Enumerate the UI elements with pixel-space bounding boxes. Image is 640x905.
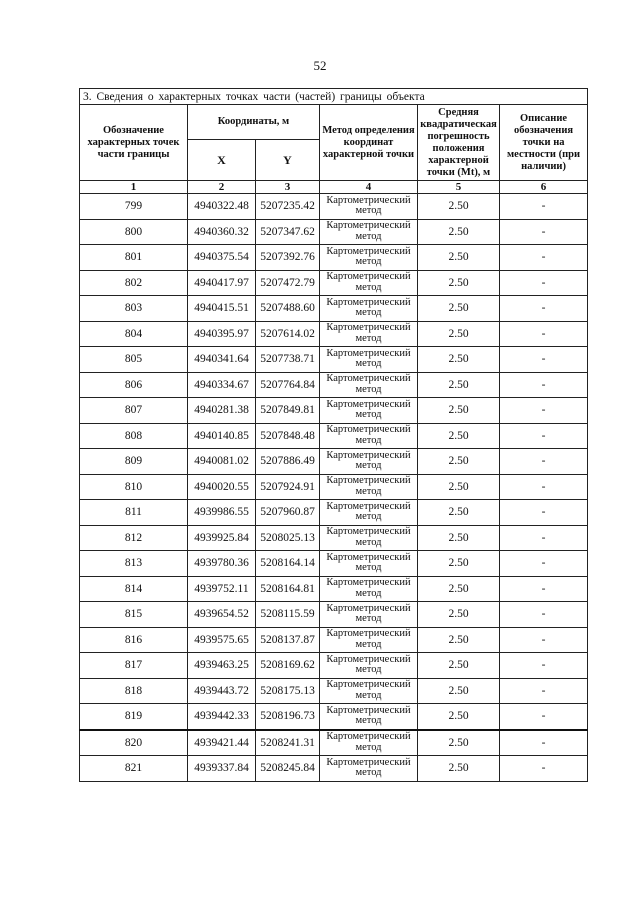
method-line-2: метод [355,613,382,625]
point-id-cell: 799 [80,194,188,220]
point-id-cell: 805 [80,347,188,373]
point-id-cell: 802 [80,270,188,296]
description-cell: - [500,270,588,296]
table-row [80,372,588,398]
x-coordinate-cell: 4940020.55 [188,474,256,500]
description-cell: - [500,704,588,730]
column-numbers-row [80,181,588,194]
table-row [80,525,588,551]
method-line-1: Картометрический [326,475,411,487]
x-coordinate-cell: 4940375.54 [188,245,256,271]
method-line-2: метод [355,307,382,319]
header-description: Описание обозначения точки на местности (при наличии) [500,105,588,181]
method-line-2: метод [355,689,382,701]
method-line-2: метод [355,256,382,268]
method-cell [320,347,418,373]
table-row [80,730,588,756]
method-cell [320,398,418,424]
description-cell: - [500,627,588,653]
y-coordinate-cell: 5208245.84 [256,756,320,782]
table-row [80,423,588,449]
method-line-1: Картометрический [326,628,411,640]
method-line-2: метод [355,562,382,574]
y-coordinate-cell: 5207960.87 [256,500,320,526]
description-cell: - [500,296,588,322]
point-id-cell: 817 [80,653,188,679]
method-cell [320,321,418,347]
y-coordinate-cell: 5208164.81 [256,576,320,602]
point-id-cell: 819 [80,704,188,730]
table-row [80,678,588,704]
table-row [80,653,588,679]
table-row [80,576,588,602]
point-id-cell: 800 [80,219,188,245]
method-line-2: метод [355,485,382,497]
y-coordinate-cell: 5208241.31 [256,730,320,756]
method-cell [320,270,418,296]
table-row [80,219,588,245]
point-id-cell: 806 [80,372,188,398]
method-cell [320,678,418,704]
y-coordinate-cell: 5207488.60 [256,296,320,322]
description-cell: - [500,500,588,526]
y-coordinate-cell: 5208137.87 [256,627,320,653]
column-number: 3 [256,181,320,194]
error-cell: 2.50 [418,245,500,271]
x-coordinate-cell: 4940081.02 [188,449,256,475]
x-coordinate-cell: 4939421.44 [188,730,256,756]
method-line-2: метод [355,715,382,727]
error-cell: 2.50 [418,653,500,679]
x-coordinate-cell: 4939442.33 [188,704,256,730]
method-line-1: Картометрический [326,704,411,716]
column-number: 5 [418,181,500,194]
error-cell: 2.50 [418,372,500,398]
method-cell [320,449,418,475]
table-row [80,347,588,373]
method-line-1: Картометрический [326,449,411,461]
y-coordinate-cell: 5207848.48 [256,423,320,449]
error-cell: 2.50 [418,551,500,577]
description-cell: - [500,347,588,373]
method-line-2: метод [355,638,382,650]
error-cell: 2.50 [418,756,500,782]
x-coordinate-cell: 4940341.64 [188,347,256,373]
method-line-1: Картометрический [326,296,411,308]
method-line-1: Картометрический [326,551,411,563]
header-coordinates: Координаты, м [188,105,320,140]
error-cell: 2.50 [418,194,500,220]
method-line-2: метод [355,383,382,395]
point-id-cell: 811 [80,500,188,526]
method-line-2: метод [355,205,382,217]
y-coordinate-cell: 5207347.62 [256,219,320,245]
header-point-designation: Обозначение характерных точек части границы [80,105,188,181]
method-cell [320,730,418,756]
method-cell [320,423,418,449]
table-row [80,270,588,296]
description-cell: - [500,194,588,220]
method-cell [320,500,418,526]
x-coordinate-cell: 4939463.25 [188,653,256,679]
method-cell [320,627,418,653]
method-line-2: метод [355,536,382,548]
point-id-cell: 820 [80,730,188,756]
method-cell [320,474,418,500]
method-line-2: метод [355,741,382,753]
description-cell: - [500,678,588,704]
method-cell [320,653,418,679]
table-row [80,474,588,500]
y-coordinate-cell: 5207849.81 [256,398,320,424]
y-coordinate-cell: 5207614.02 [256,321,320,347]
method-line-2: метод [355,332,382,344]
method-line-1: Картометрический [326,679,411,691]
description-cell: - [500,423,588,449]
y-coordinate-cell: 5207764.84 [256,372,320,398]
table-row [80,551,588,577]
point-id-cell: 816 [80,627,188,653]
method-line-2: метод [355,460,382,472]
method-line-2: метод [355,767,382,779]
header-y: Y [256,140,320,181]
header-x: X [188,140,256,181]
method-cell [320,296,418,322]
table-row [80,296,588,322]
table-row [80,627,588,653]
x-coordinate-cell: 4939925.84 [188,525,256,551]
error-cell: 2.50 [418,602,500,628]
description-cell: - [500,398,588,424]
header-error: Средняя квадратическая погрешность положения характерной точки (Mt), м [418,105,500,181]
error-cell: 2.50 [418,627,500,653]
error-cell: 2.50 [418,398,500,424]
x-coordinate-cell: 4940334.67 [188,372,256,398]
method-line-1: Картометрический [326,602,411,614]
method-line-2: метод [355,664,382,676]
x-coordinate-cell: 4939752.11 [188,576,256,602]
method-line-1: Картометрический [326,756,411,768]
description-cell: - [500,321,588,347]
method-line-1: Картометрический [326,271,411,283]
x-coordinate-cell: 4940140.85 [188,423,256,449]
error-cell: 2.50 [418,347,500,373]
method-line-1: Картометрический [326,194,411,206]
method-cell [320,576,418,602]
section-title: 3. Сведения о характерных точках части (частей) границы объекта [80,89,588,105]
error-cell: 2.50 [418,219,500,245]
error-cell: 2.50 [418,730,500,756]
point-id-cell: 804 [80,321,188,347]
point-id-cell: 815 [80,602,188,628]
error-cell: 2.50 [418,474,500,500]
method-line-2: метод [355,434,382,446]
y-coordinate-cell: 5208169.62 [256,653,320,679]
error-cell: 2.50 [418,576,500,602]
x-coordinate-cell: 4939654.52 [188,602,256,628]
error-cell: 2.50 [418,449,500,475]
point-id-cell: 812 [80,525,188,551]
table-row [80,245,588,271]
method-cell [320,194,418,220]
method-line-1: Картометрический [326,526,411,538]
description-cell: - [500,219,588,245]
description-cell: - [500,245,588,271]
y-coordinate-cell: 5207472.79 [256,270,320,296]
table-row [80,602,588,628]
y-coordinate-cell: 5207886.49 [256,449,320,475]
description-cell: - [500,551,588,577]
x-coordinate-cell: 4939575.65 [188,627,256,653]
point-id-cell: 821 [80,756,188,782]
x-coordinate-cell: 4940417.97 [188,270,256,296]
table-row [80,756,588,782]
point-id-cell: 814 [80,576,188,602]
error-cell: 2.50 [418,678,500,704]
method-line-2: метод [355,409,382,421]
column-number: 6 [500,181,588,194]
method-line-2: метод [355,511,382,523]
x-coordinate-cell: 4940281.38 [188,398,256,424]
description-cell: - [500,474,588,500]
point-id-cell: 810 [80,474,188,500]
description-cell: - [500,372,588,398]
method-line-1: Картометрический [326,398,411,410]
point-id-cell: 813 [80,551,188,577]
method-cell [320,551,418,577]
point-id-cell: 801 [80,245,188,271]
table-body [80,194,588,782]
table-row [80,194,588,220]
table-row [80,449,588,475]
method-line-1: Картометрический [326,653,411,665]
error-cell: 2.50 [418,270,500,296]
error-cell: 2.50 [418,321,500,347]
y-coordinate-cell: 5208025.13 [256,525,320,551]
x-coordinate-cell: 4940360.32 [188,219,256,245]
error-cell: 2.50 [418,525,500,551]
method-cell [320,219,418,245]
point-id-cell: 808 [80,423,188,449]
method-cell [320,704,418,730]
y-coordinate-cell: 5208115.59 [256,602,320,628]
y-coordinate-cell: 5207235.42 [256,194,320,220]
x-coordinate-cell: 4940395.97 [188,321,256,347]
method-cell [320,245,418,271]
y-coordinate-cell: 5208164.14 [256,551,320,577]
x-coordinate-cell: 4939337.84 [188,756,256,782]
description-cell: - [500,730,588,756]
y-coordinate-cell: 5208175.13 [256,678,320,704]
boundary-points-table [79,88,588,782]
description-cell: - [500,576,588,602]
x-coordinate-cell: 4939443.72 [188,678,256,704]
method-cell [320,372,418,398]
method-cell [320,602,418,628]
y-coordinate-cell: 5207924.91 [256,474,320,500]
error-cell: 2.50 [418,500,500,526]
method-line-1: Картометрический [326,347,411,359]
method-cell [320,756,418,782]
x-coordinate-cell: 4940415.51 [188,296,256,322]
y-coordinate-cell: 5207392.76 [256,245,320,271]
description-cell: - [500,756,588,782]
description-cell: - [500,525,588,551]
y-coordinate-cell: 5207738.71 [256,347,320,373]
column-number: 2 [188,181,256,194]
x-coordinate-cell: 4940322.48 [188,194,256,220]
method-line-1: Картометрический [326,577,411,589]
method-line-2: метод [355,587,382,599]
description-cell: - [500,653,588,679]
table-row [80,704,588,730]
method-line-1: Картометрический [326,373,411,385]
method-line-2: метод [355,281,382,293]
table-row [80,398,588,424]
error-cell: 2.50 [418,423,500,449]
method-line-2: метод [355,230,382,242]
description-cell: - [500,602,588,628]
x-coordinate-cell: 4939780.36 [188,551,256,577]
method-line-1: Картометрический [326,245,411,257]
point-id-cell: 803 [80,296,188,322]
table-row [80,500,588,526]
description-cell: - [500,449,588,475]
point-id-cell: 818 [80,678,188,704]
point-id-cell: 809 [80,449,188,475]
y-coordinate-cell: 5208196.73 [256,704,320,730]
method-line-1: Картометрический [326,731,411,743]
method-line-1: Картометрический [326,424,411,436]
error-cell: 2.50 [418,704,500,730]
column-number: 4 [320,181,418,194]
method-cell [320,525,418,551]
method-line-1: Картометрический [326,500,411,512]
method-line-2: метод [355,358,382,370]
header-method: Метод определения координат характерной точки [320,105,418,181]
x-coordinate-cell: 4939986.55 [188,500,256,526]
column-number: 1 [80,181,188,194]
table-row [80,321,588,347]
method-line-1: Картометрический [326,322,411,334]
error-cell: 2.50 [418,296,500,322]
point-id-cell: 807 [80,398,188,424]
method-line-1: Картометрический [326,220,411,232]
page-number: 52 [313,58,327,73]
